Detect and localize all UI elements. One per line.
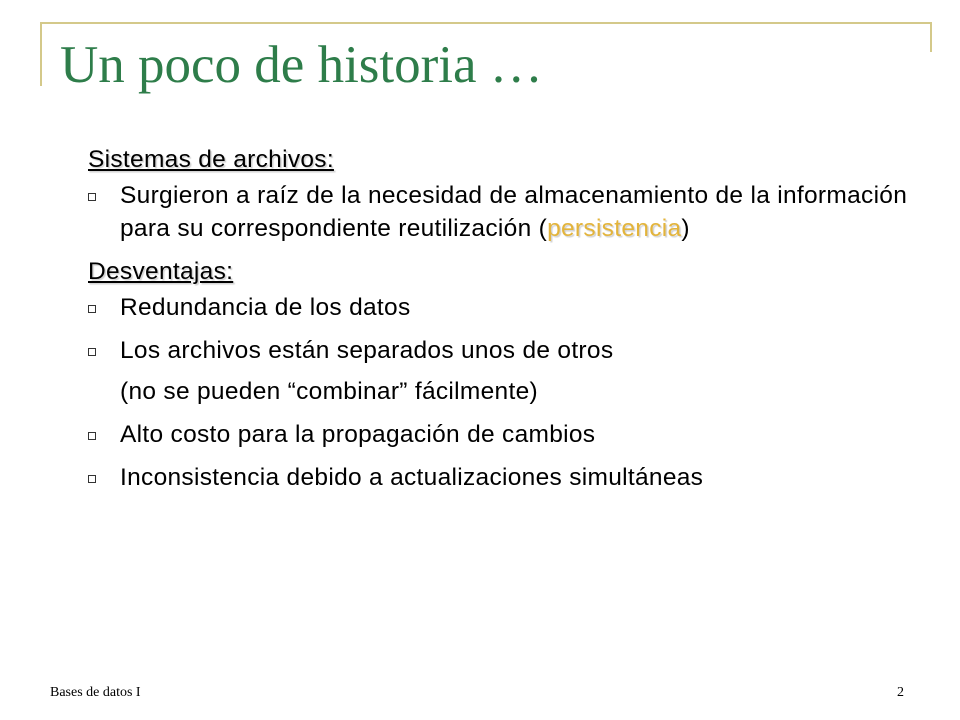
frame-left-line	[40, 22, 42, 86]
square-bullet-icon	[88, 475, 96, 483]
bullet-item-origin	[88, 179, 908, 245]
bullet-text-origin-end: )	[681, 215, 690, 242]
bullet-text: Inconsistencia debido a actualizaciones simultáneas	[120, 464, 704, 491]
square-bullet-icon	[88, 432, 96, 440]
section-heading-disadvantages: Desventajas:	[88, 258, 234, 285]
bullet-continuation-text: (no se pueden “combinar” fácilmente)	[120, 378, 538, 405]
bullet-item-separated-files	[88, 334, 908, 367]
bullet-item-inconsistency	[88, 461, 908, 494]
slide-title: Un poco de historia …	[60, 36, 543, 94]
frame-right-line	[930, 22, 932, 52]
highlight-persistence: persistencia	[547, 215, 682, 242]
section-heading-file-systems: Sistemas de archivos:	[88, 146, 334, 173]
slide-content	[88, 143, 908, 504]
bullet-text-origin: Surgieron a raíz de la necesidad de almacenamiento de la información para su correspondiente reutilización (	[120, 182, 908, 242]
footer-page-number: 2	[897, 685, 904, 700]
square-bullet-icon	[88, 348, 96, 356]
footer-course-name: Bases de datos I	[50, 685, 141, 700]
frame-top-line	[40, 22, 932, 24]
bullet-item-redundancy	[88, 291, 908, 324]
bullet-text: Redundancia de los datos	[120, 294, 411, 321]
bullet-text: Alto costo para la propagación de cambios	[120, 421, 596, 448]
square-bullet-icon	[88, 305, 96, 313]
square-bullet-icon	[88, 193, 96, 201]
bullet-item-propagation-cost	[88, 418, 908, 451]
bullet-text: Los archivos están separados unos de otros	[120, 337, 614, 364]
